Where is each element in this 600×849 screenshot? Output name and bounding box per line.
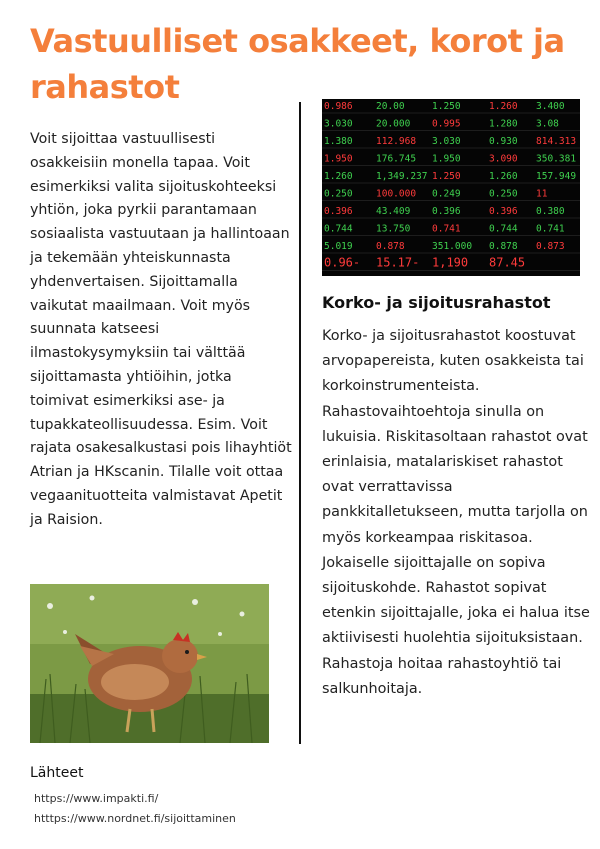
column-divider bbox=[299, 102, 301, 744]
ticker-value: 1.250 bbox=[432, 101, 461, 112]
ticker-value: 0.741 bbox=[536, 223, 565, 235]
ticker-value: 20.00 bbox=[376, 101, 405, 112]
ticker-value: 3.400 bbox=[536, 101, 565, 112]
ticker-value: 0.396 bbox=[489, 206, 518, 217]
ticker-value: 3.08 bbox=[536, 118, 559, 130]
ticker-value: 100.000 bbox=[376, 188, 417, 200]
ticker-value: 814.313 bbox=[536, 136, 577, 147]
ticker-value: 0.250 bbox=[489, 188, 518, 200]
ticker-value: 13.750 bbox=[376, 223, 411, 235]
ticker-value: 0.744 bbox=[324, 223, 353, 235]
ticker-value: 350.381 bbox=[536, 153, 577, 165]
ticker-value: 20.000 bbox=[376, 118, 411, 130]
ticker-value: 0.744 bbox=[489, 223, 518, 235]
sources-heading: Lähteet bbox=[30, 765, 84, 781]
ticker-value: 3.030 bbox=[432, 136, 461, 147]
ticker-value: 0.878 bbox=[376, 241, 405, 252]
ticker-value: 0.878 bbox=[489, 241, 518, 252]
ticker-value: 0.995 bbox=[432, 118, 461, 130]
ticker-value: 112.968 bbox=[376, 136, 417, 147]
ticker-value: 0.250 bbox=[324, 188, 353, 200]
ticker-value: 1.950 bbox=[432, 153, 461, 165]
ticker-value: 176.745 bbox=[376, 153, 417, 165]
ticker-value: 0.741 bbox=[432, 223, 461, 235]
hen-photo bbox=[30, 584, 269, 743]
ticker-value: 1.260 bbox=[324, 171, 353, 182]
stock-ticker-board bbox=[322, 99, 580, 276]
ticker-value: 3.090 bbox=[489, 153, 518, 165]
left-paragraph: Voit sijoittaa vastuullisesti osakkeisiin monella tapaa. Voit esimerkiksi valita sijoituskohteeksi yhtiön, joka pyrkii parantamaan sosiaalista vastuutaan ja hallintoaan ja tekemään yhteiskunnasta yhdenvertaisen. Sijoittamalla vaikutat maailmaan. Voit myös suunnata katseesi ilmastokysymyksiin tai välttää sijoittamasta yhtiöihin, jotka toimivat esimerkiksi ase- ja tupakkateollisuudessa. Esim. Voit rajata osakesalkustasi pois lihayhtiöt Atrian ja HKscanin. Tilalle voit ottaa vegaanituotteita valmistavat Apetit ja Raision. bbox=[30, 131, 292, 528]
ticker-value: 0.930 bbox=[489, 136, 518, 147]
ticker-value: 3.030 bbox=[324, 118, 353, 130]
ticker-value: 1.380 bbox=[324, 136, 353, 147]
ticker-value: 0.96- bbox=[324, 255, 361, 270]
ticker-value: 0.380 bbox=[536, 206, 565, 217]
ticker-value: 0.249 bbox=[432, 188, 461, 200]
ticker-value: 1,190 bbox=[432, 255, 469, 270]
ticker-value: 15.17- bbox=[376, 255, 420, 270]
ticker-value: 1.250 bbox=[432, 171, 461, 182]
page-title: Vastuulliset osakkeet, korot ja rahastot bbox=[30, 22, 565, 106]
source-link-impakti[interactable]: https://www.impakti.fi/ bbox=[34, 792, 159, 805]
ticker-value: 1.280 bbox=[489, 118, 518, 130]
ticker-value: 0.396 bbox=[432, 206, 461, 217]
ticker-value: 1.950 bbox=[324, 153, 353, 165]
ticker-value: 1,349.237 bbox=[376, 171, 428, 182]
ticker-value: 0.873 bbox=[536, 241, 565, 252]
source-link-nordnet[interactable]: htttps://www.nordnet.fi/sijoittaminen bbox=[34, 812, 236, 825]
ticker-value: 0.986 bbox=[324, 101, 353, 112]
ticker-value: 87.45 bbox=[489, 255, 526, 270]
ticker-value: 1.260 bbox=[489, 171, 518, 182]
ticker-value: 157.949 bbox=[536, 171, 577, 182]
ticker-value: 1.260 bbox=[489, 101, 518, 112]
ticker-value: 351.000 bbox=[432, 241, 473, 252]
ticker-value: 0.396 bbox=[324, 206, 353, 217]
ticker-value: 5.019 bbox=[324, 241, 353, 252]
ticker-value: 11 bbox=[536, 188, 548, 200]
stock-ticker-photo bbox=[322, 99, 580, 276]
right-paragraph: Korko- ja sijoitusrahastot koostuvat arvopapereista, kuten osakkeista tai korkoinstrumenteista. Rahastovaihtoehtoja sinulla on lukuisia. Riskitasoltaan rahastot ovat erinlaisia, matalariskiset rahastot ovat verrattavissa pankkitalletukseen, mutta tarjolla on myös korkeampaa riskitasoa. Jokaiselle sijoittajalle on sopiva sijoituskohde. Rahastot sopivat etenkin sijoittajalle, joka ei halua itse aktiivisesti huolehtia sijoituksistaan. Rahastoja hoitaa rahastoyhtiö tai salkunhoitaja. bbox=[322, 328, 590, 697]
right-heading: Korko- ja sijoitusrahastot bbox=[322, 293, 551, 312]
hen-photo-graphic bbox=[30, 584, 269, 743]
ticker-value: 43.409 bbox=[376, 206, 411, 217]
